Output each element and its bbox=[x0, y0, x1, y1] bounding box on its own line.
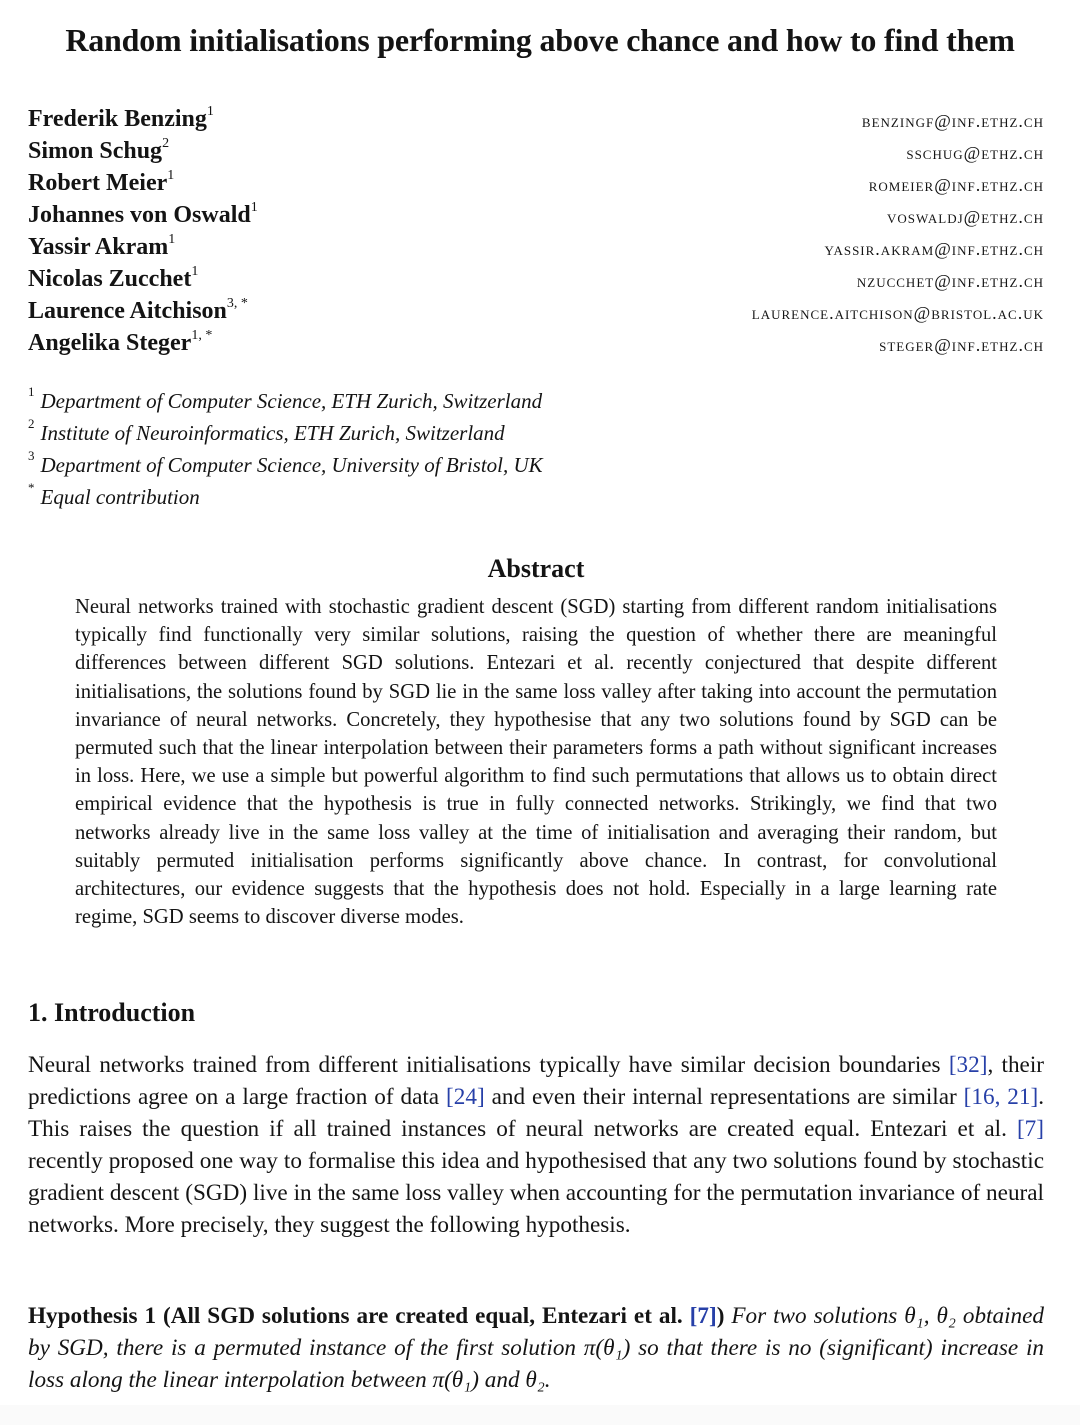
citation-link[interactable]: [7] bbox=[689, 1303, 717, 1329]
paper-title: Random initialisations performing above chance and how to find them bbox=[65, 22, 1015, 58]
author-email: nzucchet@inf.ethz.ch bbox=[856, 271, 1044, 291]
author-list bbox=[28, 106, 1044, 362]
author-row bbox=[28, 106, 1044, 138]
citation-link[interactable]: [16, 21] bbox=[963, 1084, 1039, 1110]
affiliation-text: Institute of Neuroinformatics, ETH Zurich, Switzerland bbox=[40, 421, 505, 445]
affiliation-mark: 2 bbox=[28, 416, 35, 431]
hypothesis-statement: For two solutions θ₁, θ₂ obtained by SGD, there is a permuted instance of the first solution π(θ₁) so that there is no (significant) increase in loss along the linear interpolation between π(θ₁) and θ₂. bbox=[28, 1303, 1044, 1393]
author-row bbox=[28, 138, 1044, 170]
author-name: Angelika Steger$^{1, *}$ bbox=[28, 328, 213, 356]
hypothesis-block bbox=[28, 1300, 1044, 1396]
affiliation-marker: 2 bbox=[162, 136, 170, 151]
affiliation-list bbox=[28, 384, 728, 516]
affiliation-item bbox=[28, 480, 728, 516]
affiliation-marker: 1 bbox=[191, 264, 199, 279]
intro-text: . This raises the question if all trained instances of neural networks are created equal. Entezari et al. bbox=[28, 1084, 1045, 1142]
affiliation-marker: 3, * bbox=[226, 296, 248, 311]
author-name: Johannes von Oswald$^1$ bbox=[28, 200, 258, 228]
affiliation-mark: * bbox=[28, 480, 35, 495]
author-email: sschug@ethz.ch bbox=[906, 143, 1044, 163]
intro-text: recently proposed one way to formalise this idea and hypothesised that any two solutions found by stochastic gradient descent (SGD) live in the same loss valley when accounting for the permutation invariance of neural networks. More precisely, they suggest the following hypothesis. bbox=[28, 1148, 1044, 1238]
author-name: Simon Schug$^2$ bbox=[28, 136, 170, 164]
introduction-paragraph bbox=[28, 1049, 1044, 1241]
affiliation-text: Department of Computer Science, ETH Zurich, Switzerland bbox=[40, 389, 543, 413]
author-email: voswaldj@ethz.ch bbox=[887, 207, 1044, 227]
affiliation-marker: 1 bbox=[250, 200, 258, 215]
citation-link[interactable]: [24] bbox=[446, 1084, 485, 1110]
author-row bbox=[28, 202, 1044, 234]
hypothesis-label: Hypothesis 1 (All SGD solutions are created equal, Entezari et al. [7]) bbox=[28, 1303, 725, 1329]
abstract-body: Neural networks trained with stochastic gradient descent (SGD) starting from different random initialisations typically find functionally very similar solutions, raising the question of whether there are meaningful differences between different SGD solutions. Entezari et al. recently conjectured that despite different initialisations, the solutions found by SGD lie in the same loss valley after taking into account the permutation invariance of neural networks. Concretely, they hypothesise that any two solutions found by SGD can be permuted such that the linear interpolation between their parameters forms a path without significant increases in loss. Here, we use a simple but powerful algorithm to find such permutations that allows us to obtain direct empirical evidence that the hypothesis is true in fully connected networks. Strikingly, we find that two networks already live in the same loss valley at the time of initialisation and averaging their random, but suitably permuted initialisation performs significantly above chance. In contrast, for convolutional architectures, our evidence suggests that the hypothesis does not hold. Especially in a large learning rate regime, SGD seems to discover diverse modes. bbox=[75, 596, 997, 929]
author-row bbox=[28, 234, 1044, 266]
affiliation-item bbox=[28, 384, 728, 420]
author-name: Nicolas Zucchet$^1$ bbox=[28, 264, 199, 292]
author-row bbox=[28, 266, 1044, 298]
abstract-heading: Abstract bbox=[487, 554, 585, 583]
citation-link[interactable]: [32] bbox=[948, 1052, 988, 1078]
intro-text: , their predictions agree on a large fraction of data bbox=[28, 1052, 1044, 1110]
author-name: Yassir Akram$^1$ bbox=[28, 232, 176, 260]
author-name: Robert Meier$^1$ bbox=[28, 168, 175, 196]
intro-text: and even their internal representations are similar bbox=[484, 1084, 964, 1110]
author-email: benzingf@inf.ethz.ch bbox=[861, 111, 1044, 131]
affiliation-text: Equal contribution bbox=[40, 485, 200, 509]
author-name: Laurence Aitchison$^{3, *}$ bbox=[28, 296, 248, 324]
author-row bbox=[28, 170, 1044, 202]
intro-text: Neural networks trained from different initialisations typically have similar decision boundaries bbox=[28, 1052, 949, 1078]
affiliation-marker: 1, * bbox=[191, 328, 213, 343]
page-bottom-edge bbox=[0, 1405, 1080, 1425]
author-row bbox=[28, 330, 1044, 362]
author-email: steger@inf.ethz.ch bbox=[879, 335, 1044, 355]
citation-link[interactable]: [7] bbox=[1016, 1116, 1044, 1142]
affiliation-marker: 1 bbox=[167, 168, 175, 183]
affiliation-text: Department of Computer Science, University of Bristol, UK bbox=[40, 453, 543, 477]
affiliation-mark: 1 bbox=[28, 384, 35, 399]
author-name: Frederik Benzing$^1$ bbox=[28, 104, 214, 132]
author-row bbox=[28, 298, 1044, 330]
author-email: romeier@inf.ethz.ch bbox=[868, 175, 1044, 195]
affiliation-item bbox=[28, 448, 728, 484]
affiliation-marker: 1 bbox=[168, 232, 176, 247]
affiliation-marker: 1 bbox=[206, 104, 214, 119]
affiliation-item bbox=[28, 416, 728, 452]
affiliation-mark: 3 bbox=[28, 448, 35, 463]
author-email: laurence.aitchison@bristol.ac.uk bbox=[751, 303, 1044, 323]
introduction-heading: 1. Introduction bbox=[28, 998, 196, 1027]
author-email: yassir.akram@inf.ethz.ch bbox=[824, 239, 1044, 259]
